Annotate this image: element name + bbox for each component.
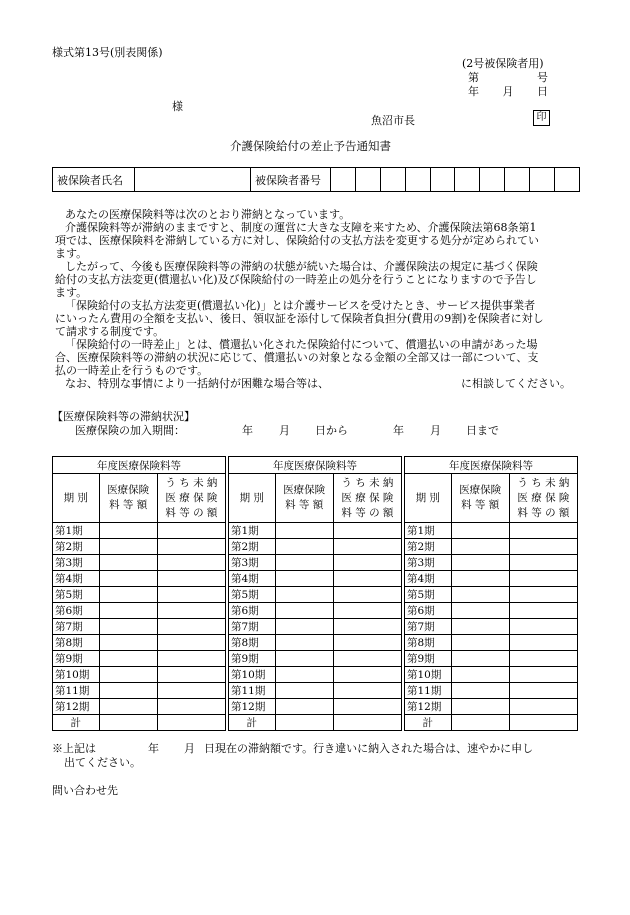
- table-row: [229, 571, 402, 587]
- amount-column-header: [275, 474, 333, 523]
- period-cell: 第7期: [405, 619, 452, 635]
- note-line-2: 出てください。: [64, 756, 141, 769]
- fiscal-year-header: 年度医療保険料等: [53, 457, 226, 474]
- period-column-header: 期 別: [53, 474, 100, 523]
- paragraph-5-line3: 払の一時差止を行うものです。: [55, 364, 209, 377]
- period-cell: 第7期: [53, 619, 100, 635]
- unpaid-cell: [157, 555, 225, 571]
- table-row: [229, 587, 402, 603]
- note-prefix: ※上記は: [52, 742, 96, 755]
- paragraph-3-line2: 給付の支払方法変更(償還払い化)及び保険給付の一時差止の処分を行うことになりますので予告し: [55, 273, 537, 286]
- dai-label: 第: [468, 71, 479, 84]
- amount-cell: [275, 699, 333, 715]
- amount-cell: [99, 603, 157, 619]
- paragraph-2-line1: 介護保険料等が滞納のままですと、制度の運営に大きな支障を来すため、介護保険法第68条第1: [65, 221, 537, 234]
- table-row: [53, 571, 226, 587]
- enrollment-period-label: 医療保険の加入期間：: [75, 424, 185, 437]
- period-cell: 第12期: [53, 699, 100, 715]
- paragraph-3-line3: ます。: [55, 286, 88, 299]
- note-text: 日現在の滞納額です。行き違いに納入された場合は、速やかに申し: [204, 742, 534, 755]
- period-cell: 第10期: [229, 667, 276, 683]
- table-row: [229, 635, 402, 651]
- amount-cell: [99, 539, 157, 555]
- amount-cell: [99, 555, 157, 571]
- table-row: [229, 539, 402, 555]
- table-row: [405, 555, 578, 571]
- table-row: [53, 523, 226, 539]
- unpaid-column-header: [509, 474, 577, 523]
- table-row: [53, 699, 226, 715]
- from-month: 月: [279, 424, 290, 437]
- period-cell: 第6期: [229, 603, 276, 619]
- total-label: 計: [229, 715, 276, 731]
- paragraph-3-line1: したがって、今後も医療保険料等の滞納の状態が続いた場合は、介護保険法の規定に基づく保険: [65, 260, 538, 273]
- unpaid-cell: [333, 651, 401, 667]
- amount-cell: [99, 699, 157, 715]
- unpaid-cell: [333, 555, 401, 571]
- unpaid-cell: [157, 635, 225, 651]
- amount-cell: [451, 523, 509, 539]
- to-year: 年: [393, 424, 404, 437]
- unpaid-cell: [157, 667, 225, 683]
- amount-cell: [99, 523, 157, 539]
- amount-cell: [275, 587, 333, 603]
- amount-cell: [99, 683, 157, 699]
- period-cell: 第11期: [229, 683, 276, 699]
- paragraph-6-a: なお、特別な事情により一括納付が困難な場合等は、: [65, 377, 329, 390]
- amount-cell: [275, 619, 333, 635]
- amount-cell: [451, 587, 509, 603]
- total-row: [405, 715, 578, 731]
- paragraph-4-line1: 「保険給付の支払方法変更(償還払い化)」とは介護サービスを受けたとき、サービス提供事業者: [65, 299, 536, 312]
- table-row: [405, 571, 578, 587]
- period-cell: 第12期: [405, 699, 452, 715]
- total-label: 計: [53, 715, 100, 731]
- period-cell: 第8期: [229, 635, 276, 651]
- period-cell: 第4期: [53, 571, 100, 587]
- amount-cell: [451, 603, 509, 619]
- table-row: [53, 651, 226, 667]
- amount-cell: [275, 635, 333, 651]
- amount-cell: [451, 699, 509, 715]
- period-cell: 第10期: [53, 667, 100, 683]
- total-label: 計: [405, 715, 452, 731]
- unpaid-header-line: う ち 未 納: [517, 476, 570, 489]
- insured-number-digit: [380, 168, 405, 192]
- unpaid-cell: [333, 587, 401, 603]
- amount-cell: [275, 523, 333, 539]
- issuer-name: 魚沼市長: [371, 114, 415, 127]
- unpaid-cell: [333, 683, 401, 699]
- amount-cell: [275, 667, 333, 683]
- unpaid-header-line: 料 等 の 額: [341, 506, 394, 519]
- table-row: [405, 539, 578, 555]
- amount-header-line: 料 等 額: [461, 499, 500, 511]
- unpaid-cell: [333, 667, 401, 683]
- period-cell: 第9期: [53, 651, 100, 667]
- period-column-header: 期 別: [229, 474, 276, 523]
- insured-number-digit: [455, 168, 480, 192]
- total-row: [229, 715, 402, 731]
- unpaid-cell: [157, 587, 225, 603]
- table-row: [229, 667, 402, 683]
- unpaid-cell: [509, 571, 577, 587]
- insured-number-digit: [331, 168, 356, 192]
- contact-label: 問い合わせ先: [52, 784, 118, 797]
- period-cell: 第3期: [229, 555, 276, 571]
- unpaid-cell: [509, 587, 577, 603]
- unpaid-cell: [157, 619, 225, 635]
- form-number: 様式第13号(別表関係): [52, 46, 163, 59]
- unpaid-cell: [509, 603, 577, 619]
- unpaid-header-line: 医 療 保 険: [517, 491, 570, 504]
- amount-cell: [99, 619, 157, 635]
- note-line-1: [52, 740, 577, 753]
- paragraph-6: [55, 377, 575, 390]
- go-label: 号: [537, 71, 548, 84]
- period-cell: 第5期: [405, 587, 452, 603]
- date-line: [462, 85, 552, 99]
- amount-cell: [275, 651, 333, 667]
- unpaid-column-header: [157, 474, 225, 523]
- unpaid-cell: [157, 571, 225, 587]
- unpaid-cell: [333, 603, 401, 619]
- paragraph-5-line1: 「保険給付の一時差止」とは、償還払い化された保険給付について、償還払いの申請があった場: [65, 338, 538, 351]
- paragraph-2-line2: 項では、医療保険料を滞納している方に対し、保険給付の支払方法を変更する処分が定められてい: [55, 234, 539, 247]
- unpaid-cell: [333, 571, 401, 587]
- amount-header-line: 医療保険: [459, 484, 502, 496]
- number-line: [462, 71, 552, 85]
- unpaid-cell: [509, 667, 577, 683]
- paragraph-5-line2: 合、医療保険料等の滞納の状況に応じて、償還払いの対象となる金額の全部又は一部について、支: [55, 351, 539, 364]
- period-cell: 第8期: [53, 635, 100, 651]
- period-cell: 第1期: [405, 523, 452, 539]
- unpaid-cell: [157, 683, 225, 699]
- unpaid-cell: [333, 619, 401, 635]
- unpaid-cell: [509, 635, 577, 651]
- table-row: [405, 699, 578, 715]
- table-row: [405, 683, 578, 699]
- table-row: [53, 667, 226, 683]
- unpaid-header-line: 料 等 の 額: [517, 506, 570, 519]
- arrears-table: [228, 456, 402, 731]
- insured-id-table: [52, 167, 580, 192]
- insured-number-digit: [405, 168, 430, 192]
- period-cell: 第3期: [53, 555, 100, 571]
- table-row: [405, 603, 578, 619]
- period-cell: 第8期: [405, 635, 452, 651]
- to-day: 日まで: [466, 424, 499, 437]
- unpaid-cell: [509, 699, 577, 715]
- table-row: [405, 587, 578, 603]
- unpaid-cell: [157, 651, 225, 667]
- insured-number-digit: [555, 168, 580, 192]
- amount-cell: [451, 667, 509, 683]
- amount-cell: [99, 651, 157, 667]
- amount-cell: [451, 571, 509, 587]
- unpaid-cell: [509, 619, 577, 635]
- insured-type-label: (2号被保険者用): [462, 57, 544, 70]
- period-cell: 第3期: [405, 555, 452, 571]
- amount-cell: [275, 683, 333, 699]
- paragraph-4-line3: て請求する制度です。: [55, 325, 165, 338]
- unpaid-header-line: う ち 未 納: [165, 476, 218, 489]
- amount-cell: [451, 651, 509, 667]
- note-month: 月: [184, 742, 195, 755]
- table-row: [405, 619, 578, 635]
- unpaid-cell: [509, 555, 577, 571]
- period-cell: 第1期: [229, 523, 276, 539]
- amount-header-line: 医療保険: [107, 484, 150, 496]
- period-cell: 第4期: [405, 571, 452, 587]
- from-year: 年: [242, 424, 253, 437]
- amount-header-line: 料 等 額: [109, 499, 148, 511]
- enrollment-period-line: [75, 422, 503, 436]
- amount-cell: [99, 635, 157, 651]
- amount-column-header: [451, 474, 509, 523]
- insured-number-digit: [480, 168, 505, 192]
- paragraph-2-line3: ます。: [55, 247, 88, 260]
- unpaid-header-line: 医 療 保 険: [341, 491, 394, 504]
- note-year: 年: [148, 742, 159, 755]
- table-row: [405, 635, 578, 651]
- unpaid-cell: [509, 539, 577, 555]
- seal-stamp: 印: [533, 110, 550, 126]
- table-row: [53, 555, 226, 571]
- table-row: [229, 651, 402, 667]
- period-cell: 第10期: [405, 667, 452, 683]
- year-label: 年: [468, 85, 479, 98]
- table-row: [53, 683, 226, 699]
- unpaid-cell: [333, 635, 401, 651]
- paragraph-6-b: に相談してください。: [461, 377, 571, 390]
- amount-header-line: 料 等 額: [285, 499, 324, 511]
- period-column-header: 期 別: [405, 474, 452, 523]
- period-cell: 第5期: [229, 587, 276, 603]
- table-row: [53, 635, 226, 651]
- unpaid-cell: [157, 699, 225, 715]
- unpaid-column-header: [333, 474, 401, 523]
- table-row: [405, 651, 578, 667]
- table-row: [405, 523, 578, 539]
- amount-cell: [275, 555, 333, 571]
- period-cell: 第2期: [229, 539, 276, 555]
- arrears-table: [404, 456, 578, 731]
- total-unpaid-cell: [157, 715, 225, 731]
- amount-cell: [275, 539, 333, 555]
- period-cell: 第12期: [229, 699, 276, 715]
- paragraph-1: あなたの医療保険料等は次のとおり滞納となっています。: [65, 208, 351, 221]
- insured-name-value: [135, 168, 251, 192]
- period-cell: 第2期: [405, 539, 452, 555]
- recipient-honorific: 様: [172, 100, 183, 113]
- amount-cell: [99, 571, 157, 587]
- table-row: [229, 523, 402, 539]
- period-cell: 第9期: [405, 651, 452, 667]
- insured-number-digit: [355, 168, 380, 192]
- body-text: [55, 208, 575, 390]
- unpaid-cell: [509, 651, 577, 667]
- paragraph-4-line2: にいったん費用の全額を支払い、後日、領収証を添付して保険者負担分(費用の9割)を保険者に対し: [55, 312, 544, 325]
- period-cell: 第1期: [53, 523, 100, 539]
- table-row: [229, 603, 402, 619]
- amount-cell: [99, 587, 157, 603]
- insured-number-digit: [430, 168, 455, 192]
- period-cell: 第9期: [229, 651, 276, 667]
- amount-column-header: [99, 474, 157, 523]
- total-amount-cell: [451, 715, 509, 731]
- total-row: [53, 715, 226, 731]
- month-label: 月: [502, 85, 514, 98]
- to-month: 月: [430, 424, 441, 437]
- document-number-block: [462, 57, 552, 99]
- unpaid-cell: [333, 539, 401, 555]
- table-row: [229, 555, 402, 571]
- fiscal-year-header: 年度医療保険料等: [405, 457, 578, 474]
- insured-number-label: 被保険者番号: [251, 168, 331, 192]
- unpaid-cell: [333, 523, 401, 539]
- unpaid-cell: [509, 683, 577, 699]
- period-cell: 第6期: [405, 603, 452, 619]
- period-cell: 第5期: [53, 587, 100, 603]
- table-row: [405, 667, 578, 683]
- total-unpaid-cell: [509, 715, 577, 731]
- period-cell: 第4期: [229, 571, 276, 587]
- amount-cell: [275, 571, 333, 587]
- table-row: [53, 619, 226, 635]
- table-row: [229, 699, 402, 715]
- amount-cell: [451, 635, 509, 651]
- unpaid-cell: [157, 603, 225, 619]
- table-row: [53, 539, 226, 555]
- amount-cell: [275, 603, 333, 619]
- amount-cell: [451, 539, 509, 555]
- amount-cell: [451, 619, 509, 635]
- insured-name-label: 被保険者氏名: [53, 168, 135, 192]
- unpaid-cell: [509, 523, 577, 539]
- period-cell: 第6期: [53, 603, 100, 619]
- table-row: [53, 587, 226, 603]
- unpaid-cell: [157, 523, 225, 539]
- total-amount-cell: [99, 715, 157, 731]
- arrears-table: [52, 456, 226, 731]
- status-heading: 【医療保険料等の滞納状況】: [52, 410, 195, 423]
- unpaid-cell: [333, 699, 401, 715]
- unpaid-cell: [157, 539, 225, 555]
- unpaid-header-line: 料 等 の 額: [165, 506, 218, 519]
- period-cell: 第11期: [53, 683, 100, 699]
- amount-cell: [451, 683, 509, 699]
- table-row: [229, 619, 402, 635]
- insured-number-digit: [530, 168, 555, 192]
- table-row: [53, 603, 226, 619]
- from-day: 日から: [315, 424, 348, 437]
- amount-header-line: 医療保険: [283, 484, 326, 496]
- insured-number-digit: [505, 168, 530, 192]
- period-cell: 第2期: [53, 539, 100, 555]
- fiscal-year-header: 年度医療保険料等: [229, 457, 402, 474]
- amount-cell: [99, 667, 157, 683]
- period-cell: 第7期: [229, 619, 276, 635]
- day-label: 日: [537, 85, 548, 98]
- unpaid-header-line: 医 療 保 険: [165, 491, 218, 504]
- amount-cell: [451, 555, 509, 571]
- period-cell: 第11期: [405, 683, 452, 699]
- document-title: 介護保険給付の差止予告通知書: [230, 139, 391, 153]
- table-row: [229, 683, 402, 699]
- unpaid-header-line: う ち 未 納: [341, 476, 394, 489]
- total-amount-cell: [275, 715, 333, 731]
- total-unpaid-cell: [333, 715, 401, 731]
